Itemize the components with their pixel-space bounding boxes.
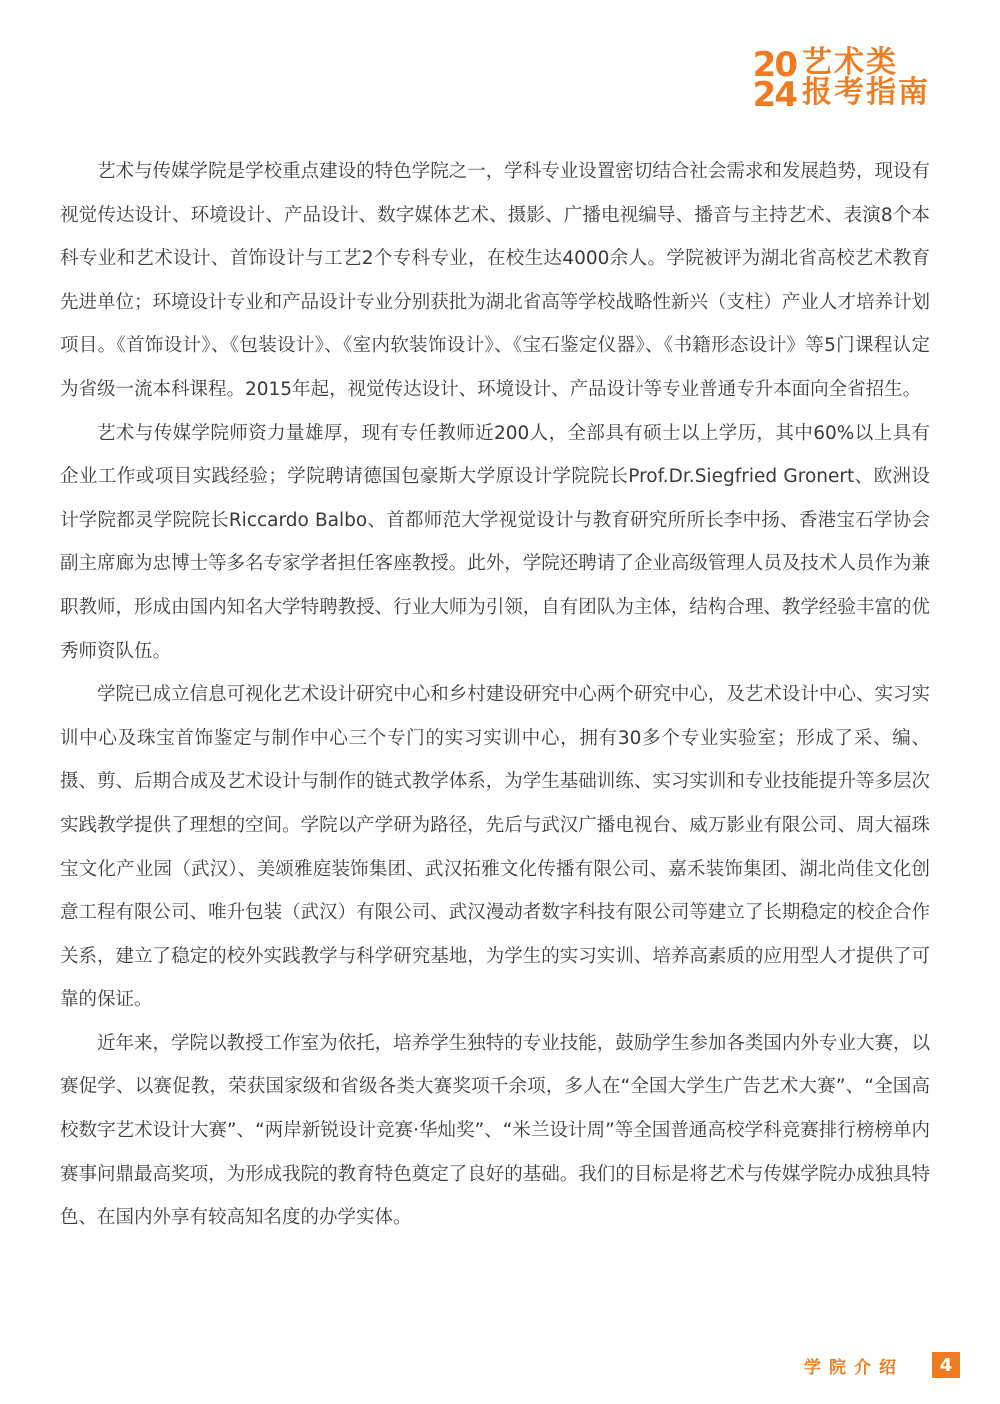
guide-title-line1: 艺术类 [802, 45, 898, 80]
paragraph-4: 近年来，学院以教授工作室为依托，培养学生独特的专业技能，鼓励学生参加各类国内外专业大赛，以赛促学、以赛促教，荣获国家级和省级各类大赛奖项千余项，多人在“全国大学生广告艺术大赛”、“全国高校数字艺术设计大赛”、“两岸新锐设计竞赛·华灿奖”、“米兰设计周”等全国普通高校学科竞赛排行榜榜单内赛事问鼎最高奖项，为形成我院的教育特色奠定了良好的基础。我们的目标是将艺术与传媒学院办成独具特色、在国内外享有较高知名度的办学实体。 [60, 1032, 930, 1229]
page-number: 4 [932, 1352, 960, 1378]
section-label: 学院介绍 [804, 1357, 904, 1378]
paragraph-2: 艺术与传媒学院师资力量雄厚，现有专任教师近200人，全部具有硕士以上学历，其中60%以上具有企业工作或项目实践经验；学院聘请德国包豪斯大学原设计学院院长Prof.Dr.Siegfried Gronert、欧洲设计学院都灵学院院长Riccardo Balbo、首都师范大学视觉设计与教育研究所所长李中扬、香港宝石学协会副主席廊为忠博士等多名专家学者担任客座教授。此外，学院还聘请了企业高级管理人员及技术人员作为兼职教师，形成由国内知名大学特聘教授、行业大师为引领，自有团队为主体，结构合理、教学经验丰富的优秀师资队伍。 [60, 422, 930, 662]
header-logo [752, 45, 930, 115]
page-footer [804, 1352, 960, 1378]
year-bottom: 24 [752, 75, 796, 115]
year-top: 20 [752, 45, 796, 85]
article-body [60, 150, 930, 1240]
guide-title [802, 45, 930, 110]
paragraph-3: 学院已成立信息可视化艺术设计研究中心和乡村建设研究中心两个研究中心，及艺术设计中心、实习实训中心及珠宝首饰鉴定与制作中心三个专门的实习实训中心，拥有30多个专业实验室；形成了采、编、摄、剪、后期合成及艺术设计与制作的链式教学体系，为学生基础训练、实习实训和专业技能提升等多层次实践教学提供了理想的空间。学院以产学研为路径，先后与武汉广播电视台、威万影业有限公司、周大福珠宝文化产业园（武汉）、美颂雅庭装饰集团、武汉拓雅文化传播有限公司、嘉禾装饰集团、湖北尚佳文化创意工程有限公司、唯升包装（武汉）有限公司、武汉漫动者数字科技有限公司等建立了长期稳定的校企合作关系，建立了稳定的校外实践教学与科学研究基地，为学生的实习实训、培养高素质的应用型人才提供了可靠的保证。 [60, 684, 930, 1011]
paragraph-1: 艺术与传媒学院是学校重点建设的特色学院之一，学科专业设置密切结合社会需求和发展趋势，现设有视觉传达设计、环境设计、产品设计、数字媒体艺术、摄影、广播电视编导、播音与主持艺术、表演8个本科专业和艺术设计、首饰设计与工艺2个专科专业，在校生达4000余人。学院被评为湖北省高校艺术教育先进单位；环境设计专业和产品设计专业分别获批为湖北省高等学校战略性新兴（支柱）产业人才培养计划项目。《首饰设计》、《包装设计》、《室内软装饰设计》、《宝石鉴定仪器》、《书籍形态设计》等5门课程认定为省级一流本科课程。2015年起，视觉传达设计、环境设计、产品设计等专业普通专升本面向全省招生。 [60, 161, 930, 400]
year-mark [752, 45, 796, 115]
guide-title-line2: 报考指南 [802, 75, 930, 110]
